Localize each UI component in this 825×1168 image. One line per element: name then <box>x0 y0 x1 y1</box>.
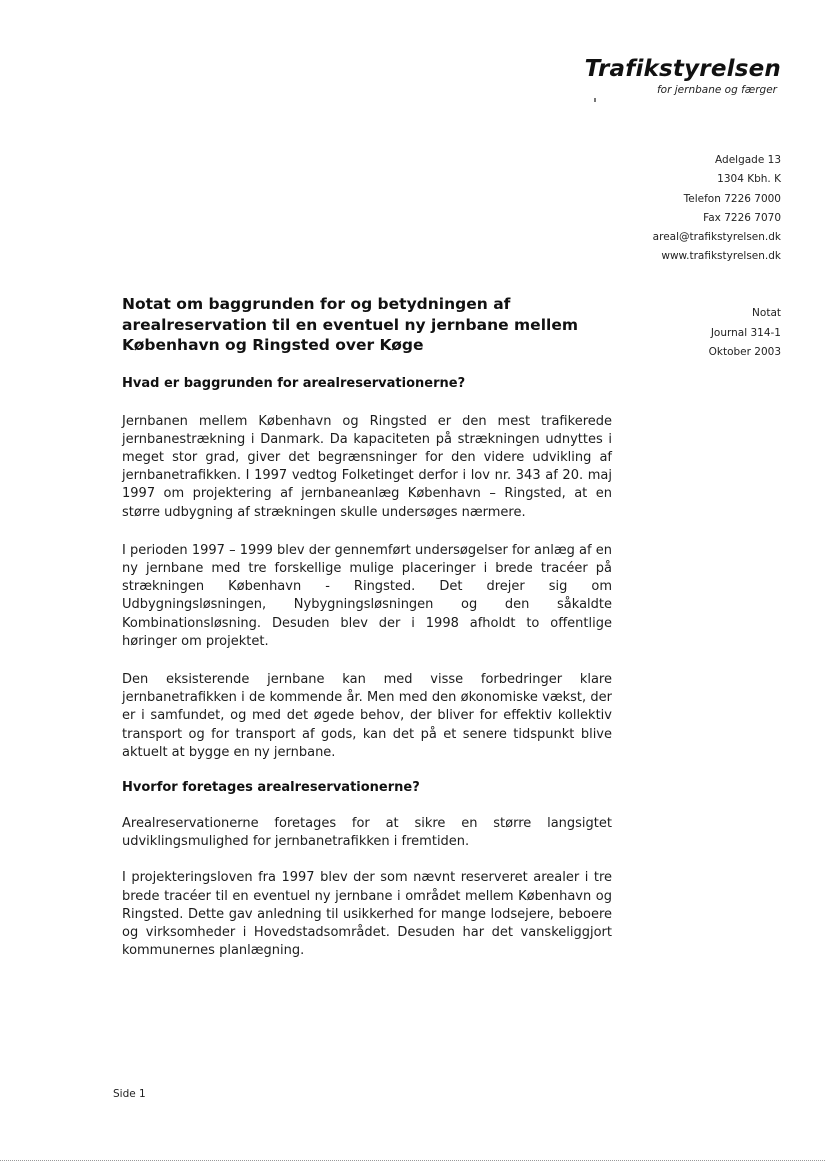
document-body <box>122 294 612 960</box>
paragraph: I projekteringsloven fra 1997 blev der som nævnt reserveret arealer i tre brede tracéer til en eventuel ny jernbane i området mellem København og Ringsted. Dette gav anledning til usikkerhed for mange lodsejere, beboere og virksomheder i Hovedstadsområdet. Desuden har det vanskeliggjort kommunernes planlægning. <box>122 870 612 959</box>
org-name: Trafikstyrelsen <box>584 56 781 82</box>
org-tagline: for jernbane og færger <box>656 84 777 96</box>
section-heading-purpose: Hvorfor foretages arealreservationerne? <box>122 779 420 795</box>
page-number: Side 1 <box>113 1088 146 1100</box>
paragraph: I perioden 1997 – 1999 blev der gennemført undersøgelser for anlæg af en ny jernbane med tre forskellige mulige placeringer i brede tracéer på strækningen København - Ringsted. Det drejer sig om Udbygningsløsningen, Nybygningsløsningen og den såkaldte Kombinationsløsning. Desuden blev der i 1998 afholdt to offentlige høringer om projektet. <box>122 542 612 649</box>
address-email: areal@trafikstyrelsen.dk <box>652 231 781 244</box>
document-meta <box>709 304 781 363</box>
scan-speck <box>594 98 596 102</box>
address-phone: Telefon 7226 7000 <box>683 192 781 205</box>
section-heading-background: Hvad er baggrunden for arealreservationerne? <box>122 375 466 391</box>
meta-doc-type: Notat <box>752 307 781 319</box>
document-title: Notat om baggrunden for og betydningen af arealreservation til en eventuel ny jernbane mellem København og Ringsted over Køge <box>122 295 578 354</box>
address-web: www.trafikstyrelsen.dk <box>661 250 781 263</box>
address-fax: Fax 7226 7070 <box>703 211 781 224</box>
meta-date: Oktober 2003 <box>708 346 781 358</box>
address-postal: 1304 Kbh. K <box>717 173 781 186</box>
meta-journal: Journal 314-1 <box>710 326 781 339</box>
paragraph: Den eksisterende jernbane kan med visse forbedringer klare jernbanetrafikken i de kommende år. Men med den økonomiske vækst, der er i samfundet, og med det øgede behov, der bliver for effektiv kollektiv transport og for transport af gods, kan det på et senere tidspunkt blive aktuelt at bygge en ny jernbane. <box>122 671 612 760</box>
org-logo <box>585 56 781 96</box>
paragraph: Jernbanen mellem København og Ringsted er den mest trafikerede jernbanestrækning i Danmark. Da kapaciteten på strækningen udnyttes i meget stor grad, giver det begrænsninger for den videre udvikling af jernbanetrafikken. I 1997 vedtog Folketinget derfor i lov nr. 343 af 20. maj 1997 om projektering af jernbaneanlæg København – Ringsted, at en større udbygning af strækningen skulle undersøges nærmere. <box>122 413 612 520</box>
address-block <box>653 151 781 267</box>
address-street: Adelgade 13 <box>715 154 781 166</box>
paragraph: Arealreservationerne foretages for at sikre en større langsigtet udviklingsmulighed for jernbanetrafikken i fremtiden. <box>122 815 612 850</box>
page-edge-divider <box>0 1160 825 1161</box>
